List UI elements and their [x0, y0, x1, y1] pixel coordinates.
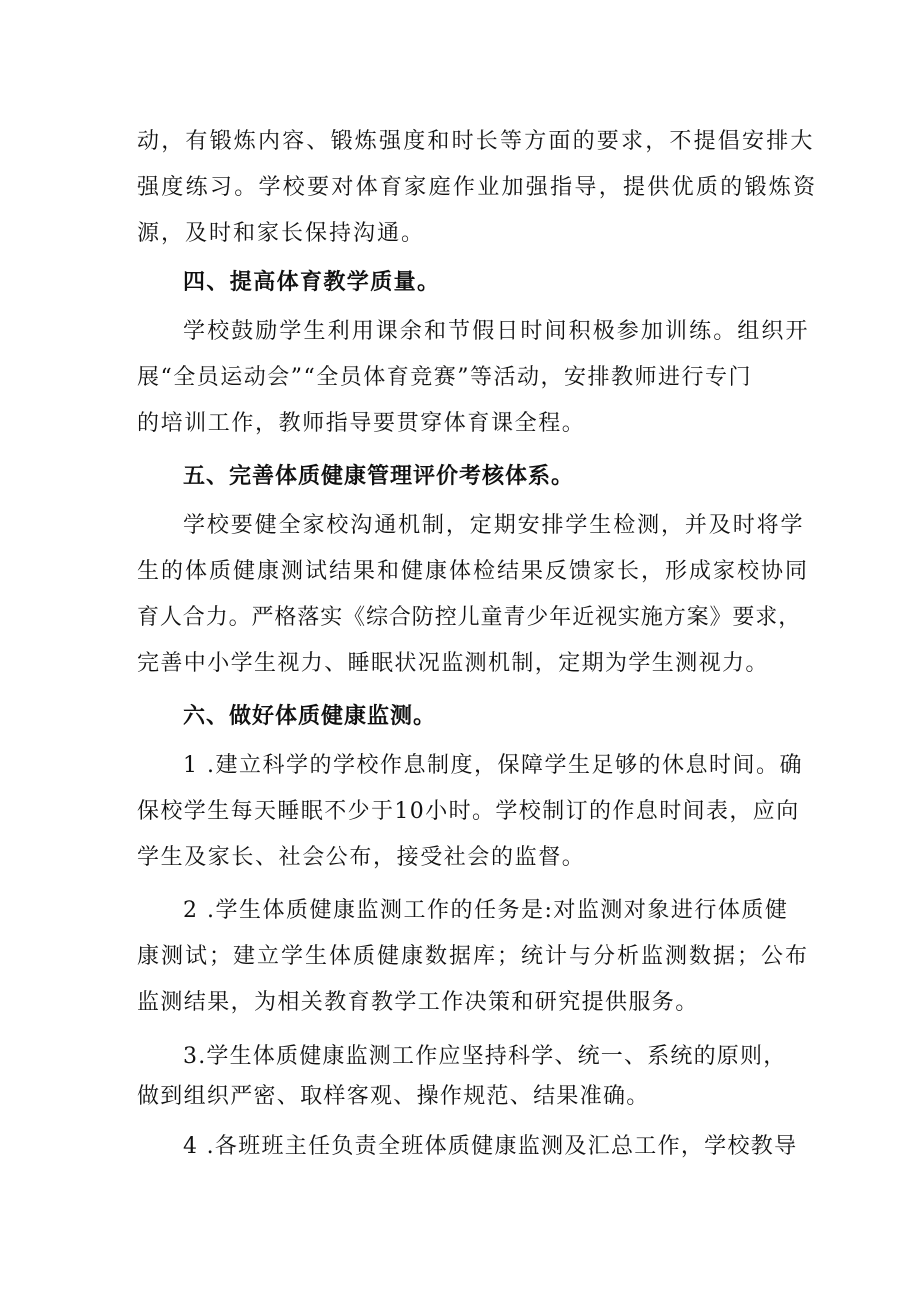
- text-line: 展“全员运动会”“全员体育竞赛”等活动，安排教师进行专门: [137, 365, 752, 390]
- text-line: 生的体质健康测试结果和健康体检结果反馈家长，形成家校协同: [137, 559, 810, 584]
- section-heading-5: 五、完善体质健康管理评价考核体系。: [183, 464, 575, 489]
- text-line: 保校学生每天睡眠不少于10小时。学校制订的作息时间表，应向: [137, 799, 800, 824]
- text-line: 学生及家长、社会公布，接受社会的监督。: [137, 845, 586, 870]
- section-heading-6: 六、做好体质健康监测。: [183, 704, 437, 729]
- text-line: 学校要健全家校沟通机制，定期安排学生检测，并及时将学: [183, 513, 805, 538]
- text-line: 1 .建立科学的学校作息制度，保障学生足够的休息时间。确: [183, 753, 803, 778]
- text-line: 动，有锻炼内容、锻炼强度和时长等方面的要求，不提倡安排大: [137, 129, 815, 154]
- text-line: 育人合力。严格落实《综合防控儿童青少年近视实施方案》要求，: [137, 605, 802, 630]
- text-line: 学校鼓励学生利用课余和节假日时间积极参加训练。组织开: [183, 319, 810, 344]
- text-line: 做到组织严密、取样客观、操作规范、结果准确。: [137, 1084, 650, 1109]
- text-line: 监测结果，为相关教育教学工作决策和研究提供服务。: [137, 990, 699, 1015]
- text-line: 康测试；建立学生体质健康数据库；统计与分析监测数据；公布: [137, 944, 810, 969]
- text-line: 的培训工作，教师指导要贯穿体育课全程。: [137, 411, 586, 436]
- text-line: 4 .各班班主任负责全班体质健康监测及汇总工作，学校教导: [183, 1134, 798, 1159]
- text-line: 3.学生体质健康监测工作应坚持科学、统一、系统的原则，: [183, 1044, 787, 1069]
- text-line: 源，及时和家长保持沟通。: [137, 221, 426, 246]
- section-heading-4: 四、提高体育教学质量。: [183, 270, 441, 295]
- text-line: 2 .学生体质健康监测工作的任务是:对监测对象进行体质健: [183, 898, 789, 923]
- text-line: 完善中小学生视力、睡眠状况监测机制，定期为学生测视力。: [137, 651, 769, 676]
- text-line: 强度练习。学校要对体育家庭作业加强指导，提供优质的锻炼资: [137, 175, 818, 200]
